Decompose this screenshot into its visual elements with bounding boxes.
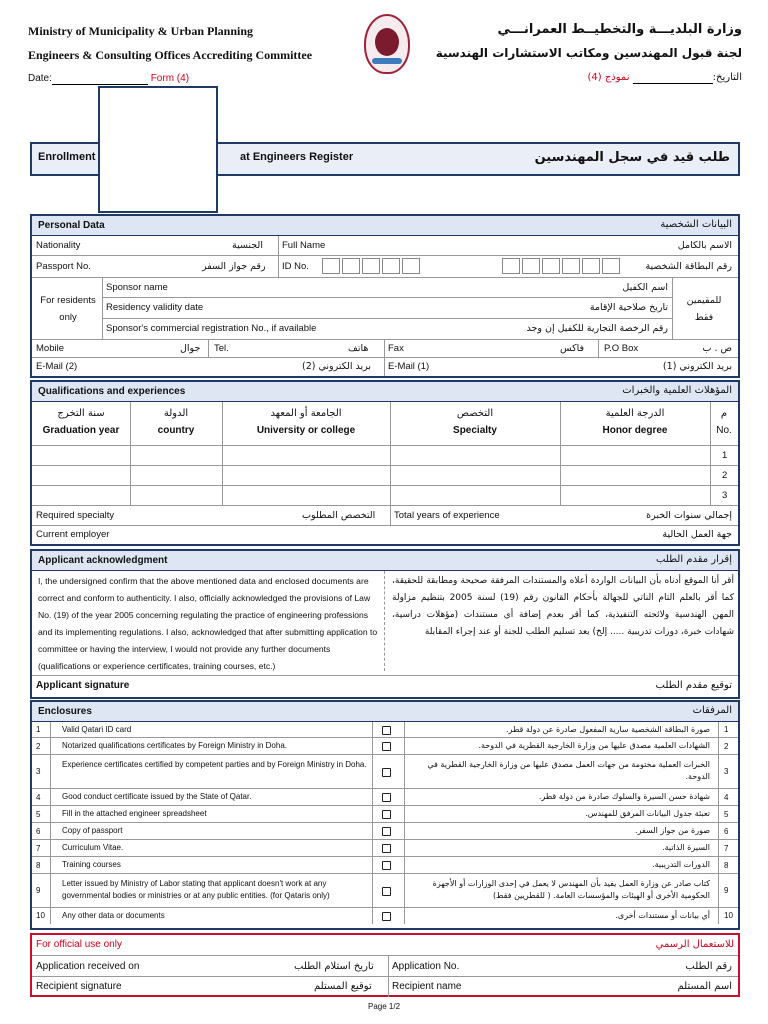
qual-head-ar: المؤهلات العلمية والخبرات	[622, 385, 732, 396]
enclosure-number-ar: 6	[724, 826, 729, 836]
row-nationality: Nationality الجنسية Full Name الاسم بالكامل	[32, 236, 738, 256]
enclosure-row	[32, 738, 738, 755]
enclosure-number-ar: 9	[724, 886, 729, 895]
enclosure-row	[32, 722, 738, 738]
enclosure-checkbox[interactable]	[382, 810, 391, 819]
id-digit-box[interactable]	[322, 258, 340, 274]
enclosure-checkbox[interactable]	[382, 742, 391, 751]
enclosure-number-ar: 5	[724, 809, 729, 819]
enclosure-number: 8	[36, 860, 41, 870]
personal-head-ar: البيانات الشخصية	[660, 219, 732, 230]
enclosure-row	[32, 874, 738, 908]
photo-box[interactable]	[98, 86, 218, 213]
ack-text-ar: أقر أنا الموقع أدناه بأن البيانات الواردة أعلاه والمستندات المرفقة صحيحة ومطابقة للحقيقة، كما أقر بالعلم التام الناتي للجهالة بأحكام القانون رقم (19) لسنة 2005 بتنظيم مزاولة المهن الهندسية ولائحته التنفيذية، كما أقر بعدم إضافة أي مستندات (مؤهلات دراسية، شهادات خبرة، دورات تدريبية ..... إلخ) بعد تسليم الطلب للجنة أو عند إجراء المقابلة	[392, 576, 735, 637]
enclosure-label-ar: صورة البطاقة الشخصية سارية المفعول صادرة عن دولة قطر.	[506, 725, 710, 734]
enclosure-label-en: Training courses	[62, 860, 121, 869]
form-number-ar: نموذج (4)	[587, 72, 630, 83]
official-use-section	[30, 933, 740, 997]
enclosure-label-en: Copy of passport	[62, 826, 123, 835]
enclosure-row	[32, 840, 738, 857]
enclosure-number-ar: 2	[724, 741, 729, 751]
id-digit-box[interactable]	[582, 258, 600, 274]
qual-head-en: Qualifications and experiences	[38, 386, 186, 397]
id-digit-box[interactable]	[562, 258, 580, 274]
id-digit-box[interactable]	[342, 258, 360, 274]
enclosure-number: 6	[36, 826, 41, 836]
enclosure-number: 3	[36, 767, 41, 776]
enclosure-number-ar: 7	[724, 843, 729, 853]
enclosure-label-en: Good conduct certificate issued by the State of Qatar.	[62, 792, 252, 801]
qual-row[interactable]: 1	[32, 446, 738, 466]
enclosure-row	[32, 789, 738, 806]
personal-data-section	[30, 214, 740, 378]
id-digit-box[interactable]	[502, 258, 520, 274]
id-digit-box[interactable]	[382, 258, 400, 274]
row-passport: Passport No. رقم جواز السفر ID No. رقم البطاقة الشخصية	[32, 256, 738, 278]
id-digit-box[interactable]	[602, 258, 620, 274]
enclosure-label-en: Letter issued by Ministry of Labor stating that applicant doesn't work at any governmental bodies or ministries or at any public entities. (for Qataris only)	[62, 879, 330, 900]
enc-head-ar: المرفقات	[692, 705, 732, 716]
enclosure-number: 10	[36, 911, 45, 920]
enclosure-number: 9	[36, 886, 41, 895]
id-digit-box[interactable]	[362, 258, 380, 274]
title-en-left: Enrollment	[38, 151, 96, 163]
enclosure-label-ar: أي بيانات أو مستندات أخرى.	[615, 911, 710, 920]
enclosure-checkbox[interactable]	[382, 912, 391, 921]
id-digit-box[interactable]	[402, 258, 420, 274]
official-row-2[interactable]: Recipient signature توقيع المستلم Recipient name اسم المستلم	[32, 977, 738, 997]
title-ar: طلب قيد في سجل المهندسين	[534, 150, 730, 165]
enclosure-label-en: Any other data or documents	[62, 911, 165, 920]
enclosure-checkbox[interactable]	[382, 793, 391, 802]
signature-row[interactable]: Applicant signature توقيع مقدم الطلب	[32, 675, 738, 697]
id-digit-box[interactable]	[542, 258, 560, 274]
enclosure-checkbox[interactable]	[382, 887, 391, 896]
acknowledgment-section	[30, 549, 740, 699]
enc-head-en: Enclosures	[38, 706, 92, 717]
date-field-ar[interactable]: التاريخ: نموذج (4)	[587, 72, 742, 83]
enclosure-row	[32, 755, 738, 789]
enclosure-label-ar: الخبرات العملية مختومة من جهات العمل مصدق عليها من وزارة الخارجية القطرية في الدوحة.	[427, 760, 710, 781]
ministry-name-en: Ministry of Municipality & Urban Planning	[28, 24, 254, 38]
qual-row[interactable]: 3	[32, 486, 738, 506]
ack-head-en: Applicant acknowledgment	[38, 555, 168, 566]
enclosure-label-en: Curriculum Vitae.	[62, 843, 124, 852]
enclosure-label-ar: السيرة الذاتية.	[662, 843, 710, 852]
ack-text-en: I, the undersigned confirm that the above mentioned data and enclosed documents are correct and conform to authenticity. I also, officially acknowledged the provisions of Law No. (19) of the year 2005 concerning regulating the practice of engineering professions and its implementing regulations. I also, acknowledged that after submitting application to committee or having the interview, I would not provide any further documents (qualifications or experience certificates, training courses, etc.)	[38, 576, 378, 671]
enclosure-number: 4	[36, 792, 41, 802]
enclosure-label-ar: كتاب صادر عن وزارة العمل يفيد بأن المهندس لا يعمل في إحدى الوزارات أو الأجهزة الحكومية الأخرى أو الهيئات والمؤسسات العامة. ( للقطريين فقط)	[432, 879, 710, 900]
enclosure-label-ar: تعبئة جدول البيانات المرفق للمهندس.	[585, 809, 710, 818]
enclosure-number-ar: 4	[724, 792, 729, 802]
official-head-en: For official use only	[36, 939, 122, 950]
enclosure-number: 1	[36, 725, 41, 734]
enclosure-number: 7	[36, 843, 41, 853]
enclosure-label-ar: الدورات التدريبية.	[652, 860, 710, 869]
qual-header-row: سنة التخرج Graduation year الدولة country الجامعة أو المعهد University or college التخصص Specialty الدرجة العلمية Honor degree م No.	[32, 402, 738, 446]
enclosure-checkbox[interactable]	[382, 861, 391, 870]
form-number: Form (4)	[150, 73, 190, 84]
enclosure-label-en: Experience certificates certified by competent parties and by Foreign Ministry in Doha.	[62, 760, 367, 769]
row-specialty: Required specialty التخصص المطلوب Total years of experience إجمالي سنوات الخبرة	[32, 506, 738, 526]
qualifications-section	[30, 380, 740, 546]
date-field[interactable]: Date: Form (4)	[28, 73, 190, 84]
enclosure-label-ar: صورة من جواز السفر.	[635, 826, 710, 835]
id-digit-box[interactable]	[522, 258, 540, 274]
enclosure-row	[32, 908, 738, 924]
enclosure-row	[32, 806, 738, 823]
enclosure-row	[32, 823, 738, 840]
enclosure-label-ar: الشهادات العلمية مصدق عليها من وزارة الخارجية القطرية في الدوحة.	[478, 741, 710, 750]
enclosure-label-en: Notarized qualifications certificates by Foreign Ministry in Doha.	[62, 741, 287, 750]
enclosure-checkbox[interactable]	[382, 768, 391, 777]
official-head-ar: للاستعمال الرسمي	[655, 939, 734, 950]
committee-name-ar: لجنة قبول المهندسين ومكاتب الاستشارات الهندسية	[435, 46, 742, 60]
enclosures-section	[30, 700, 740, 930]
enclosure-number-ar: 3	[724, 767, 729, 776]
enclosure-checkbox[interactable]	[382, 726, 391, 735]
enclosure-checkbox[interactable]	[382, 827, 391, 836]
qual-row[interactable]: 2	[32, 466, 738, 486]
enclosure-number: 5	[36, 809, 41, 819]
title-en-right: at Engineers Register	[240, 151, 354, 163]
committee-name-en: Engineers & Consulting Offices Accrediting Committee	[28, 48, 313, 62]
enclosure-number-ar: 10	[724, 911, 733, 920]
enclosure-checkbox[interactable]	[382, 844, 391, 853]
ministry-name-ar: وزارة البلديـــة والتخطيــط العمرانـــي	[497, 22, 742, 37]
personal-head-en: Personal Data	[38, 220, 105, 231]
row-employer: Current employer جهة العمل الحالية	[36, 529, 732, 540]
enclosure-number: 2	[36, 741, 41, 751]
enclosure-label-en: Fill in the attached engineer spreadsheet	[62, 809, 207, 818]
enclosure-number-ar: 1	[724, 725, 729, 734]
row-emails: E-Mail (2) بريد الكتروني (2) E-Mail (1) بريد الكتروني (1)	[32, 358, 738, 376]
ack-head-ar: إقرار مقدم الطلب	[655, 554, 732, 565]
row-residents: For residents only للمقيمين فقط Sponsor name اسم الكفيل Residency validity date تاريخ صلاحية الإقامة Sponsor's commercial registration No., if available رقم الرخصة التجارية للكفيل إن وجد	[32, 278, 738, 340]
enclosure-label-en: Valid Qatari ID card	[62, 725, 132, 734]
enclosure-row	[32, 857, 738, 874]
ministry-logo	[364, 14, 410, 74]
page-number: Page 1/2	[367, 1002, 401, 1011]
row-contacts: Mobile جوال Tel. هاتف Fax فاكس P.O Box ص . ب	[32, 340, 738, 358]
enclosure-number-ar: 8	[724, 860, 729, 870]
full-name-input[interactable]	[342, 238, 638, 254]
official-row-1[interactable]: Application received on تاريخ استلام الطلب Application No. رقم الطلب	[32, 955, 738, 977]
enclosure-label-ar: شهادة حسن السيرة والسلوك صادرة من دولة قطر.	[538, 792, 710, 801]
